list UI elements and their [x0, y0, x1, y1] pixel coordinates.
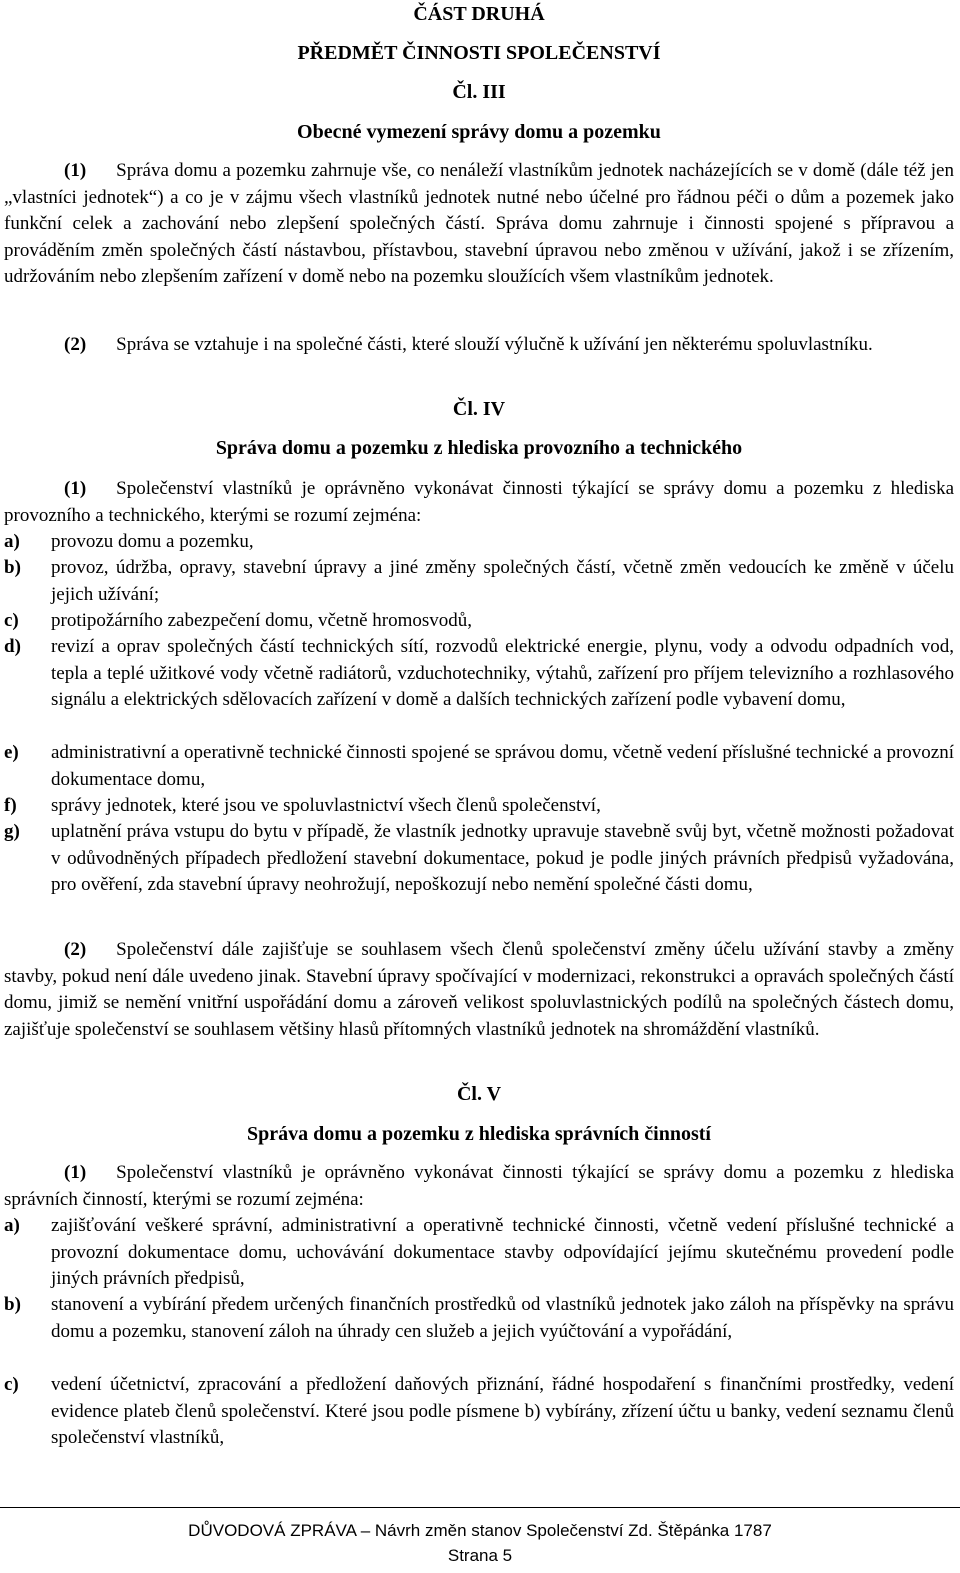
list-item	[4, 1292, 954, 1345]
part-heading: ČÁST DRUHÁ	[413, 3, 545, 25]
paragraph-number: (1)	[64, 160, 87, 181]
paragraph-text: Společenství dále zajišťuje se souhlasem všech členů společenství změny účelu užívání stavby a změny stavby, pokud není dále uvedeno jinak. Stavební úpravy spočívající v modernizaci, rekonstrukci a opravách společných částí domu, jimiž se nemění vnitřní uspořádání domu a zároveň velikost spoluvlastnických podílů na společných částech domu, zajišťuje společenství se souhlasem většiny hlasů přítomných vlastníků jednotek na shromáždění vlastníků.	[4, 939, 954, 1040]
paragraph-number: (2)	[64, 334, 87, 355]
article-3-title: Obecné vymezení správy domu a pozemku	[297, 121, 661, 143]
list-item-text: protipožárního zabezpečení domu, včetně hromosvodů,	[51, 610, 473, 631]
list-item-text: správy jednotek, které jsou ve spoluvlastnictví všech členů společenství,	[51, 795, 601, 816]
list-item	[4, 819, 954, 899]
list-item	[4, 1213, 954, 1293]
list-item-label: g)	[4, 821, 20, 842]
paragraph-text: Správa domu a pozemku zahrnuje vše, co nenáleží vlastníkům jednotek nacházejících se v domě (dále též jen „vlastníci jednotek“) a co je v zájmu všech vlastníků jednotek nutné nebo účelné pro řádnou péči o dům a pozemek jako funkční celek a zachování nebo zlepšení společných částí. Správa domu zahrnuje i činnosti spojené s přípravou a prováděním změn společných částí nástavbou, přístavbou, stavební úpravou nebo změnou v užívání, jakož i se zřízením, udržováním nebo zlepšením zařízení v domě nebo na pozemku sloužících všem vlastníkům jednotek.	[4, 160, 954, 287]
list-item	[4, 608, 954, 635]
list-item-label: c)	[4, 610, 19, 631]
article-4-title: Správa domu a pozemku z hlediska provozního a technického	[215, 437, 743, 459]
list-item-text: provoz, údržba, opravy, stavební úpravy a jiné změny společných částí, včetně změn vedoucích ke změně v účelu jejich užívání;	[51, 557, 954, 605]
article-3-paragraph-1	[4, 158, 954, 291]
paragraph-text: Společenství vlastníků je oprávněno vykonávat činnosti týkající se správy domu a pozemku z hlediska správních činností, kterými se rozumí zejména:	[4, 1162, 954, 1210]
list-item	[4, 529, 954, 556]
list-item-label: c)	[4, 1374, 19, 1395]
list-item-label: b)	[4, 557, 21, 578]
page-number: Strana 5	[447, 1546, 513, 1565]
paragraph-number: (2)	[64, 939, 87, 960]
article-5-title: Správa domu a pozemku z hlediska správních činností	[247, 1123, 711, 1145]
list-item	[4, 634, 954, 714]
subject-heading: PŘEDMĚT ČINNOSTI SPOLEČENSTVÍ	[297, 42, 661, 64]
paragraph-number: (1)	[64, 478, 87, 499]
article-3-paragraph-2	[4, 332, 954, 359]
list-item-text: revizí a oprav společných částí technických sítí, rozvodů elektrické energie, plynu, vody a odvodu odpadních vod, tepla a teplé užitkové vody včetně radiátorů, vzduchotechniky, výtahů, zařízení pro příjem televizního a rozhlasového signálu a elektrických sdělovacích zařízení v domě a dalších technických zařízení podle vybavení domu,	[51, 636, 954, 710]
list-item-text: administrativní a operativně technické činnosti spojené se správou domu, včetně vedení příslušné technické a provozní dokumentace domu,	[51, 742, 954, 790]
list-item-text: uplatnění práva vstupu do bytu v případě, že vlastník jednotky upravuje stavebně svůj byt, včetně možnosti požadovat v odůvodněných případech předložení stavební dokumentace, pokud je podle jiných právních předpisů vyžadována, pro ověření, zda stavební úpravy neohrožují, nepoškozují nebo nemění společné části domu,	[51, 821, 954, 895]
list-item-label: a)	[4, 531, 20, 552]
list-item-text: provozu domu a pozemku,	[51, 531, 254, 552]
article-4-paragraph-2	[4, 937, 954, 1043]
list-item	[4, 793, 954, 820]
paragraph-text: Správa se vztahuje i na společné části, které slouží výlučně k užívání jen některému spoluvlastníku.	[116, 334, 873, 355]
article-3-number: Čl. III	[452, 81, 506, 103]
list-item-label: f)	[4, 795, 17, 816]
list-item-label: e)	[4, 742, 19, 763]
list-item-label: b)	[4, 1294, 21, 1315]
list-item-text: zajišťování veškeré správní, administrativní a operativně technické činnosti, včetně vedení příslušné technické a provozní dokumentace domu, uchovávání dokumentace stavby odpovídající jejímu skutečnému provedení podle jiných právních předpisů,	[51, 1215, 954, 1289]
footer-divider	[0, 1507, 960, 1508]
list-item	[4, 740, 954, 793]
list-item-label: a)	[4, 1215, 20, 1236]
footer-title: DŮVODOVÁ ZPRÁVA – Návrh změn stanov Společenství Zd. Štěpánka 1787	[188, 1521, 772, 1540]
article-4-number: Čl. IV	[452, 398, 506, 420]
paragraph-text: Společenství vlastníků je oprávněno vykonávat činnosti týkající se správy domu a pozemku z hlediska provozního a technického, kterými se rozumí zejména:	[4, 478, 954, 526]
article-4-paragraph-1	[4, 476, 954, 529]
article-5-number: Čl. V	[456, 1083, 502, 1105]
list-item-text: vedení účetnictví, zpracování a předložení daňových přiznání, řádné hospodaření s finančními prostředky, vedení evidence plateb členů společenství. Které jsou podle písmene b) vybírány, zřízení účtu u banky, vedení seznamu členů společenství vlastníků,	[51, 1374, 954, 1448]
list-item-text: stanovení a vybírání předem určených finančních prostředků od vlastníků jednotek jako záloh na příspěvky na správu domu a pozemku, stanovení záloh na úhrady cen služeb a jejich vyúčtování a vypořádání,	[51, 1294, 954, 1342]
article-5-paragraph-1	[4, 1160, 954, 1213]
list-item	[4, 555, 954, 608]
list-item-label: d)	[4, 636, 21, 657]
list-item	[4, 1372, 954, 1452]
paragraph-number: (1)	[64, 1162, 87, 1183]
